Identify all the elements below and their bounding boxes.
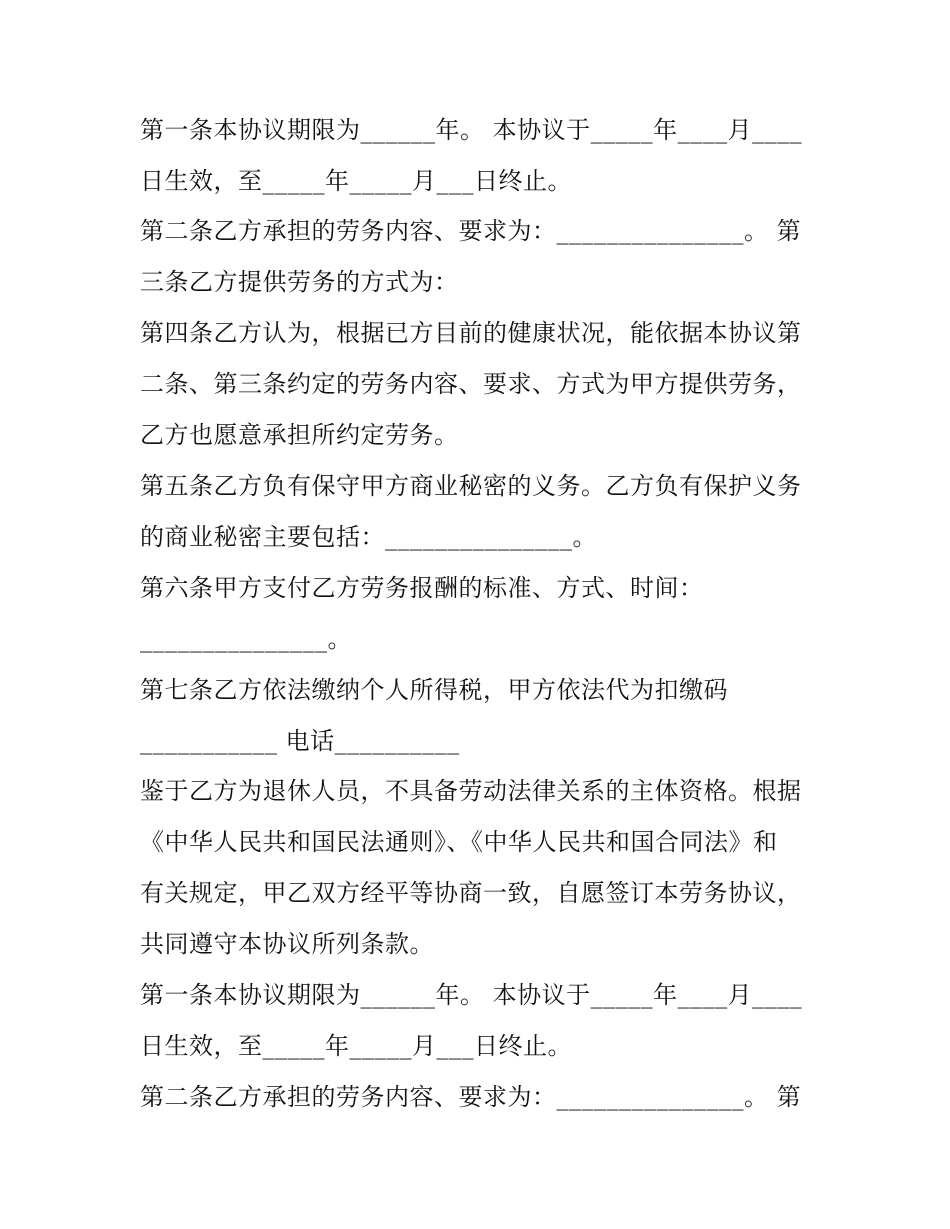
text-line: 第一条本协议期限为______年。 本协议于_____年____月____	[140, 116, 803, 144]
text-line: 第四条乙方认为，根据已方目前的健康状况，能依据本协议第	[140, 319, 802, 347]
text-line: 鉴于乙方为退休人员，不具备劳动法律关系的主体资格。根据	[140, 777, 802, 805]
text-line: 第六条甲方支付乙方劳务报酬的标准、方式、时间：	[140, 574, 704, 602]
text-line: 第二条乙方承担的劳务内容、要求为：_______________。 第	[140, 1083, 802, 1111]
text-line: 的商业秘密主要包括：_______________。	[140, 523, 597, 551]
text-line: 第七条乙方依法缴纳个人所得税，甲方依法代为扣缴码	[140, 676, 728, 704]
text-line: 乙方也愿意承担所约定劳务。	[140, 421, 459, 449]
text-line: 第五条乙方负有保守甲方商业秘密的义务。乙方负有保护义务	[140, 472, 802, 500]
text-line: 三条乙方提供劳务的方式为：	[140, 268, 459, 296]
text-line: 日生效，至_____年_____月___日终止。	[140, 167, 572, 195]
text-line: ___________ 电话__________	[140, 727, 460, 755]
text-line: 第二条乙方承担的劳务内容、要求为：_______________。 第	[140, 217, 802, 245]
text-line: 共同遵守本协议所列条款。	[140, 930, 434, 958]
text-line: _______________。	[140, 625, 352, 653]
text-line: 第一条本协议期限为______年。 本协议于_____年____月____	[140, 981, 803, 1009]
text-line: 二条、第三条约定的劳务内容、要求、方式为甲方提供劳务，	[140, 370, 802, 398]
text-line: 《中华人民共和国民法通则》、《中华人民共和国合同法》和	[140, 828, 778, 856]
text-line: 有关规定，甲乙双方经平等协商一致，自愿签订本劳务协议，	[140, 879, 802, 907]
text-line: 日生效，至_____年_____月___日终止。	[140, 1032, 572, 1060]
